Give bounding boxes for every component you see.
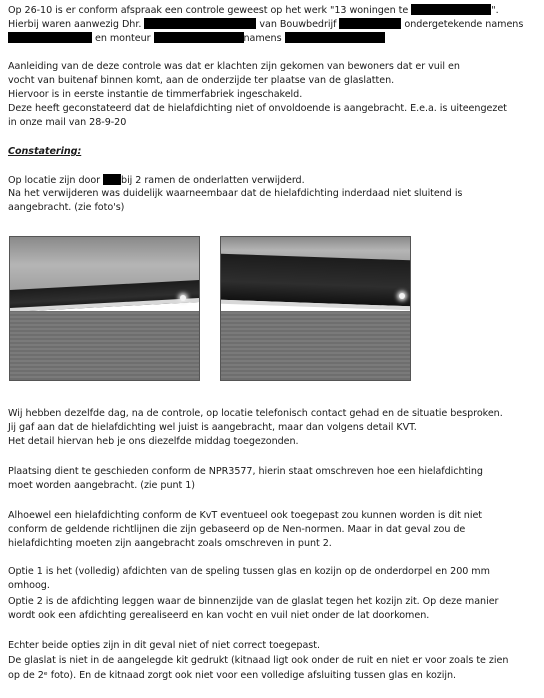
conclusion-line: op de 2ᵉ foto). En de kitnaad zorgt ook niet voor een volledige afsluiting tussen glas en kozijn. bbox=[8, 670, 457, 681]
intro-line-1: Op 26-10 is er conform afspraak een controle geweest op het werk "13 woningen te ". bbox=[8, 5, 499, 16]
conclusion-line: Echter beide opties zijn in dit geval niet of niet correct toegepast. bbox=[8, 640, 320, 651]
photo-2 bbox=[220, 236, 411, 381]
section-heading: Constatering: bbox=[8, 146, 82, 157]
options-line: wordt ook een afdichting gerealiseerd en kan vocht en vuil niet onder de lat doorkomen. bbox=[8, 610, 430, 621]
placement-line: Plaatsing dient te geschieden conform de NPR3577, hierin staat omschreven hoe een hielafdichting bbox=[8, 466, 483, 477]
redaction-bar bbox=[339, 18, 401, 29]
contact-line: Het detail hiervan heb je ons diezelfde middag toegezonden. bbox=[8, 436, 299, 447]
redaction-bar bbox=[154, 32, 244, 43]
intro-line-3: en monteur namens bbox=[8, 32, 385, 45]
reason-line: Deze heeft geconstateerd dat de hielafdichting niet of onvoldoende is aangebracht. E.e.a. is uiteengezet bbox=[8, 103, 507, 114]
redaction-bar bbox=[411, 4, 491, 15]
contact-line: Jij gaf aan dat de hielafdichting wel juist is aangebracht, maar dan volgens detail KVT. bbox=[8, 422, 417, 433]
constatering-line-2: Na het verwijderen was duidelijk waarneembaar dat de hielafdichting inderdaad niet sluitend is bbox=[8, 188, 463, 199]
options-line: Optie 2 is de afdichting leggen waar de binnenzijde van de glaslat tegen het kozijn zit. Op deze manier bbox=[8, 596, 499, 607]
conclusion-line: De glaslat is niet in de aangelegde kit gedrukt (kitnaad ligt ook onder de ruit en niet er voor zoals te zien bbox=[8, 655, 509, 666]
redaction-bar bbox=[103, 174, 121, 185]
redaction-bar bbox=[285, 32, 385, 43]
reason-line: in onze mail van 28-9-20 bbox=[8, 117, 127, 128]
reason-line: Aanleiding van de deze controle was dat er klachten zijn gekomen van bewoners dat er vuil en bbox=[8, 61, 460, 72]
options-line: Optie 1 is het (volledig) afdichten van de speling tussen glas en kozijn op de onderdorpel en 200 mm bbox=[8, 566, 490, 577]
reason-line: Hiervoor is in eerste instantie de timmerfabriek ingeschakeld. bbox=[8, 89, 303, 100]
photo-1 bbox=[9, 236, 200, 381]
kvt-line: Alhoewel een hielafdichting conform de KvT eventueel ook toegepast zou kunnen worden is dit niet bbox=[8, 510, 483, 521]
redaction-bar bbox=[144, 18, 256, 29]
redaction-bar bbox=[8, 32, 92, 43]
kvt-line: conform de geldende richtlijnen die zijn gebaseerd op de Nen-normen. Maar in dat geval zou de bbox=[8, 524, 466, 535]
contact-line: Wij hebben dezelfde dag, na de controle, op locatie telefonisch contact gehad en de situatie besproken. bbox=[8, 408, 503, 419]
options-line: omhoog. bbox=[8, 580, 50, 591]
intro-line-2: Hierbij waren aanwezig Dhr. van Bouwbedrijf ondergetekende namens bbox=[8, 19, 524, 30]
placement-line: moet worden aangebracht. (zie punt 1) bbox=[8, 480, 195, 491]
constatering-line-3: aangebracht. (zie foto's) bbox=[8, 202, 125, 213]
kvt-line: hielafdichting moeten zijn aangebracht zoals omschreven in punt 2. bbox=[8, 538, 332, 549]
constatering-line-1: Op locatie zijn door bij 2 ramen de onderlatten verwijderd. bbox=[8, 175, 305, 186]
reason-line: vocht van buitenaf binnen komt, aan de onderzijde ter plaatse van de glaslatten. bbox=[8, 75, 395, 86]
